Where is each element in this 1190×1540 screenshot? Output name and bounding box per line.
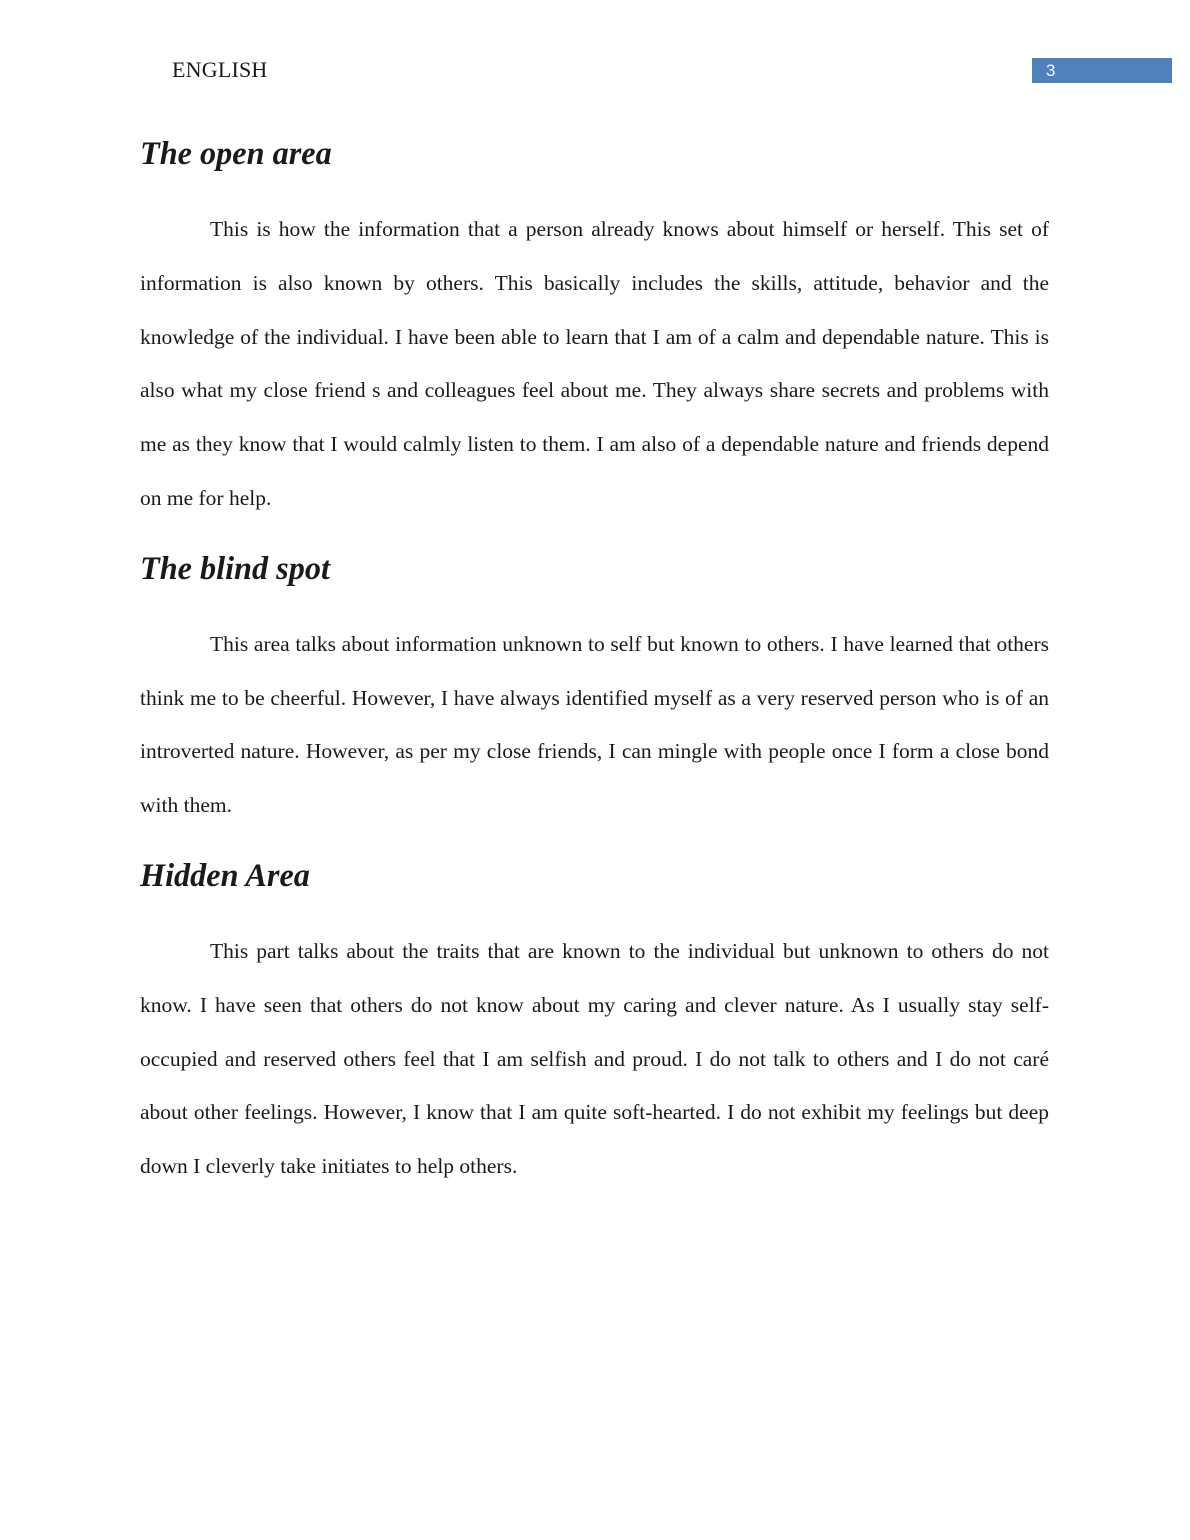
section-hidden-area <box>140 852 1049 1194</box>
section-paragraph: This area talks about information unknown to self but known to others. I have learned that others think me to be cheerful. However, I have always identified myself as a very reserved person who is of an introverted nature. However, as per my close friends, I can mingle with people once I form a close bond with them. <box>140 631 1049 818</box>
document-body <box>140 130 1049 1213</box>
section-heading: The open area <box>140 135 332 171</box>
section-paragraph: This is how the information that a person already knows about himself or herself. This set of information is also known by others. This basically includes the skills, attitude, behavior and the knowledge of the individual. I have been able to learn that I am of a calm and dependable nature. This is also what my close friend s and colleagues feel about me. They always share secrets and problems with me as they know that I would calmly listen to them. I am also of a dependable nature and friends depend on me for help. <box>140 217 1049 510</box>
section-paragraph: This part talks about the traits that are known to the individual but unknown to others do not know. I have seen that others do not know about my caring and clever nature. As I usually stay self-occupied and reserved others feel that I am selfish and proud. I do not talk to others and I do not caré about other feelings. However, I know that I am quite soft-hearted. I do not exhibit my feelings but deep down I cleverly take initiates to help others. <box>140 938 1049 1179</box>
section-heading: The blind spot <box>140 549 330 586</box>
section-heading: Hidden Area <box>140 856 310 893</box>
section-open-area <box>140 130 1049 526</box>
section-blind-spot <box>140 545 1049 833</box>
page-number: 3 <box>1032 58 1172 83</box>
page-header <box>0 56 1190 84</box>
running-head: ENGLISH <box>172 57 268 82</box>
